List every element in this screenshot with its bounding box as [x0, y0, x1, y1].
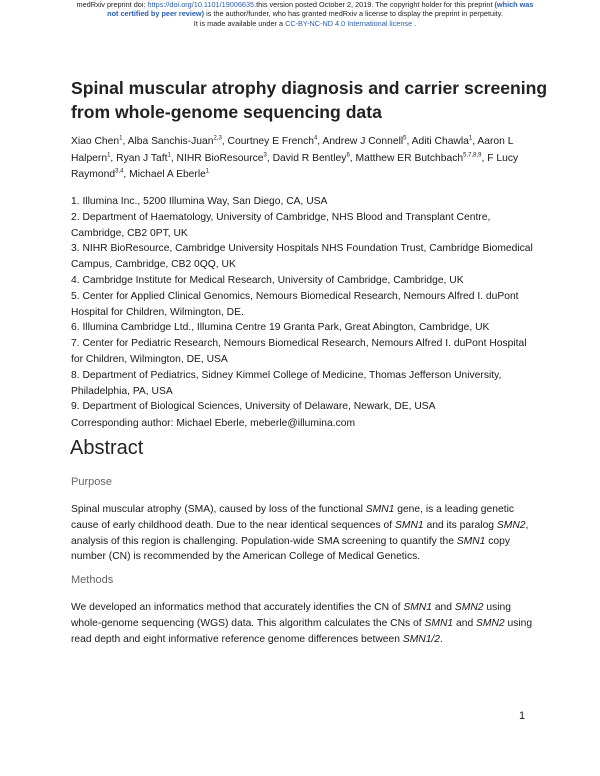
gene-name: SMN1 [403, 602, 432, 613]
author-name: Aditi Chawla [411, 136, 469, 147]
doi-link[interactable]: https://doi.org/10.1101/19006635 [147, 0, 255, 9]
gene-name: SMN2 [454, 602, 484, 613]
author-affiliation-marker: 6 [346, 152, 350, 159]
gene-name: SMN2 [496, 519, 526, 531]
methods-heading: Methods [71, 574, 114, 586]
affiliation: 1. Illumina Inc., 5200 Illumina Way, San Diego, CA, USA [71, 196, 328, 207]
not-certified-text: not certified by peer review) [107, 9, 205, 19]
author [128, 136, 222, 147]
affiliation: 3. NIHR BioResource, Cambridge University Hospitals NHS Foundation Trust, Cambridge Biomedical Campus, Cambridge, CB2 0QQ, UK [71, 243, 533, 271]
gene-name: SMN1 [456, 535, 486, 547]
corresponding-author: Corresponding author: Michael Eberle, meberle@illumina.com [71, 418, 356, 429]
author [71, 136, 122, 147]
gene-name: SMN1 [395, 519, 424, 531]
author-name: F Lucy Raymond [71, 152, 519, 180]
author [412, 136, 473, 147]
header-line-1: medRxiv preprint doi: https://doi.org/10.1101/19006635.this version posted October 2, 2019. The copyright holder for this preprint (which was [76, 0, 534, 9]
affiliation: 8. Department of Pediatrics, Sidney Kimmel College of Medicine, Thomas Jefferson University, Philadelphia, PA, USA [71, 369, 502, 397]
author [116, 153, 171, 164]
gene-name: SMN1/2 [402, 633, 441, 645]
purpose-heading: Purpose [71, 476, 112, 488]
header-line-2: not certified by peer review) is the author/funder, who has granted medRxiv a license to display the preprint in perpetuity. [107, 9, 503, 19]
author-affiliation-marker: 1 [468, 135, 473, 142]
author-name: Matthew ER Butchbach [355, 152, 464, 164]
affiliation: 7. Center for Pediatric Research, Nemours Biomedical Research, Nemours Alfred I. duPont Hospital for Children, Wilmington, DE, USA [71, 338, 527, 365]
author-affiliation-marker: 4 [313, 135, 318, 142]
author-affiliation-marker: 1 [119, 135, 123, 142]
page-number: 1 [519, 710, 526, 722]
gene-name: SMN2 [476, 617, 505, 629]
affiliation: 6. Illumina Cambridge Ltd., Illumina Centre 19 Granta Park, Great Abington, Cambridge, UK [71, 322, 490, 334]
author [228, 136, 318, 147]
author [129, 169, 209, 180]
author-name: Michael A Eberle [129, 169, 206, 180]
author-name: Aaron L Halpern [71, 136, 514, 164]
author-name: NIHR BioResource [176, 152, 264, 164]
abstract-heading: Abstract [70, 437, 144, 459]
methods-paragraph: We developed an informatics method that accurately identifies the CN of SMN1 and SMN2 using whole-genome sequencing (WGS) data. This algorithm calculates the CNs of SMN1 and SMN2 using read depth and eight informative reference genome differences between SMN1/2. [71, 602, 533, 645]
author-affiliation-marker: 3 [263, 152, 267, 159]
author-affiliation-marker: 1 [167, 152, 171, 159]
affiliation: 2. Department of Haematology, University of Cambridge, NHS Blood and Transplant Centre, Cambridge, CB2 0PT, UK [71, 211, 491, 239]
author [322, 136, 406, 147]
author-name: Ryan J Taft [116, 152, 168, 164]
affiliation: 4. Cambridge Institute for Medical Research, University of Cambridge, Cambridge, UK [71, 274, 464, 286]
author-name: Alba Sanchis-Juan [127, 136, 214, 147]
purpose-paragraph: Spinal muscular atrophy (SMA), caused by loss of the functional SMN1 gene, is a leading genetic cause of early childhood death. Due to the near identical sequences of SMN1 and its paralog SMN2, analysis of this region is challenging. Population-wide SMA screening to quantify the SMN1 copy number (CN) is recommended by the American College of Medical Genetics. [71, 504, 529, 563]
author [356, 153, 482, 164]
affiliation: 9. Department of Biological Sciences, University of Delaware, Newark, DE, USA [71, 401, 436, 413]
gene-name: SMN1 [365, 504, 395, 515]
author-name: Xiao Chen [71, 136, 120, 147]
author [273, 153, 350, 164]
author-list: Xiao Chen$^1$, Alba Sanchis-Juan$^{2,3}$, Courtney E French$^4$, Andrew J Connell$^5$, Aditi Chawla$^1$, Aaron L Halpern$^1$, Ryan J Taft$^1$, NIHR BioResource$^3$, David R Bentley$^6$, Matthew ER Butchbach$^{5,7,8,9}$, F Lucy Raymond$^{3,4}$, Michael A Eberle$^1$ [71, 135, 519, 180]
author-affiliation-marker: 3,4 [115, 168, 124, 175]
author-name: Andrew J Connell [322, 136, 404, 147]
paper-title: Spinal muscular atrophy diagnosis and carrier screening from whole-genome sequencing data [71, 78, 548, 122]
license-link[interactable]: CC-BY-NC-ND 4.0 International license [285, 18, 413, 28]
which-was-text: (which was [494, 0, 534, 9]
affiliation-list [71, 194, 541, 415]
author-affiliation-marker: 5,7,8,9 [463, 152, 482, 159]
header-line-3: It is made available under a CC-BY-NC-ND 4.0 International license . [193, 18, 417, 28]
gene-name: SMN1 [424, 617, 454, 629]
affiliation: 5. Center for Applied Clinical Genomics, Nemours Biomedical Research, Nemours Alfred I. duPont Hospital for Children, Wilmington, DE. [71, 290, 519, 318]
author-affiliation-marker: 5 [403, 135, 407, 142]
preprint-header [60, 0, 550, 28]
author-affiliation-marker: 1 [107, 152, 111, 159]
author-name: Courtney E French [227, 136, 314, 147]
author [177, 153, 267, 164]
author-affiliation-marker: 2,3 [213, 135, 222, 142]
author-name: David R Bentley [272, 152, 347, 164]
author-affiliation-marker: 1 [205, 168, 210, 175]
